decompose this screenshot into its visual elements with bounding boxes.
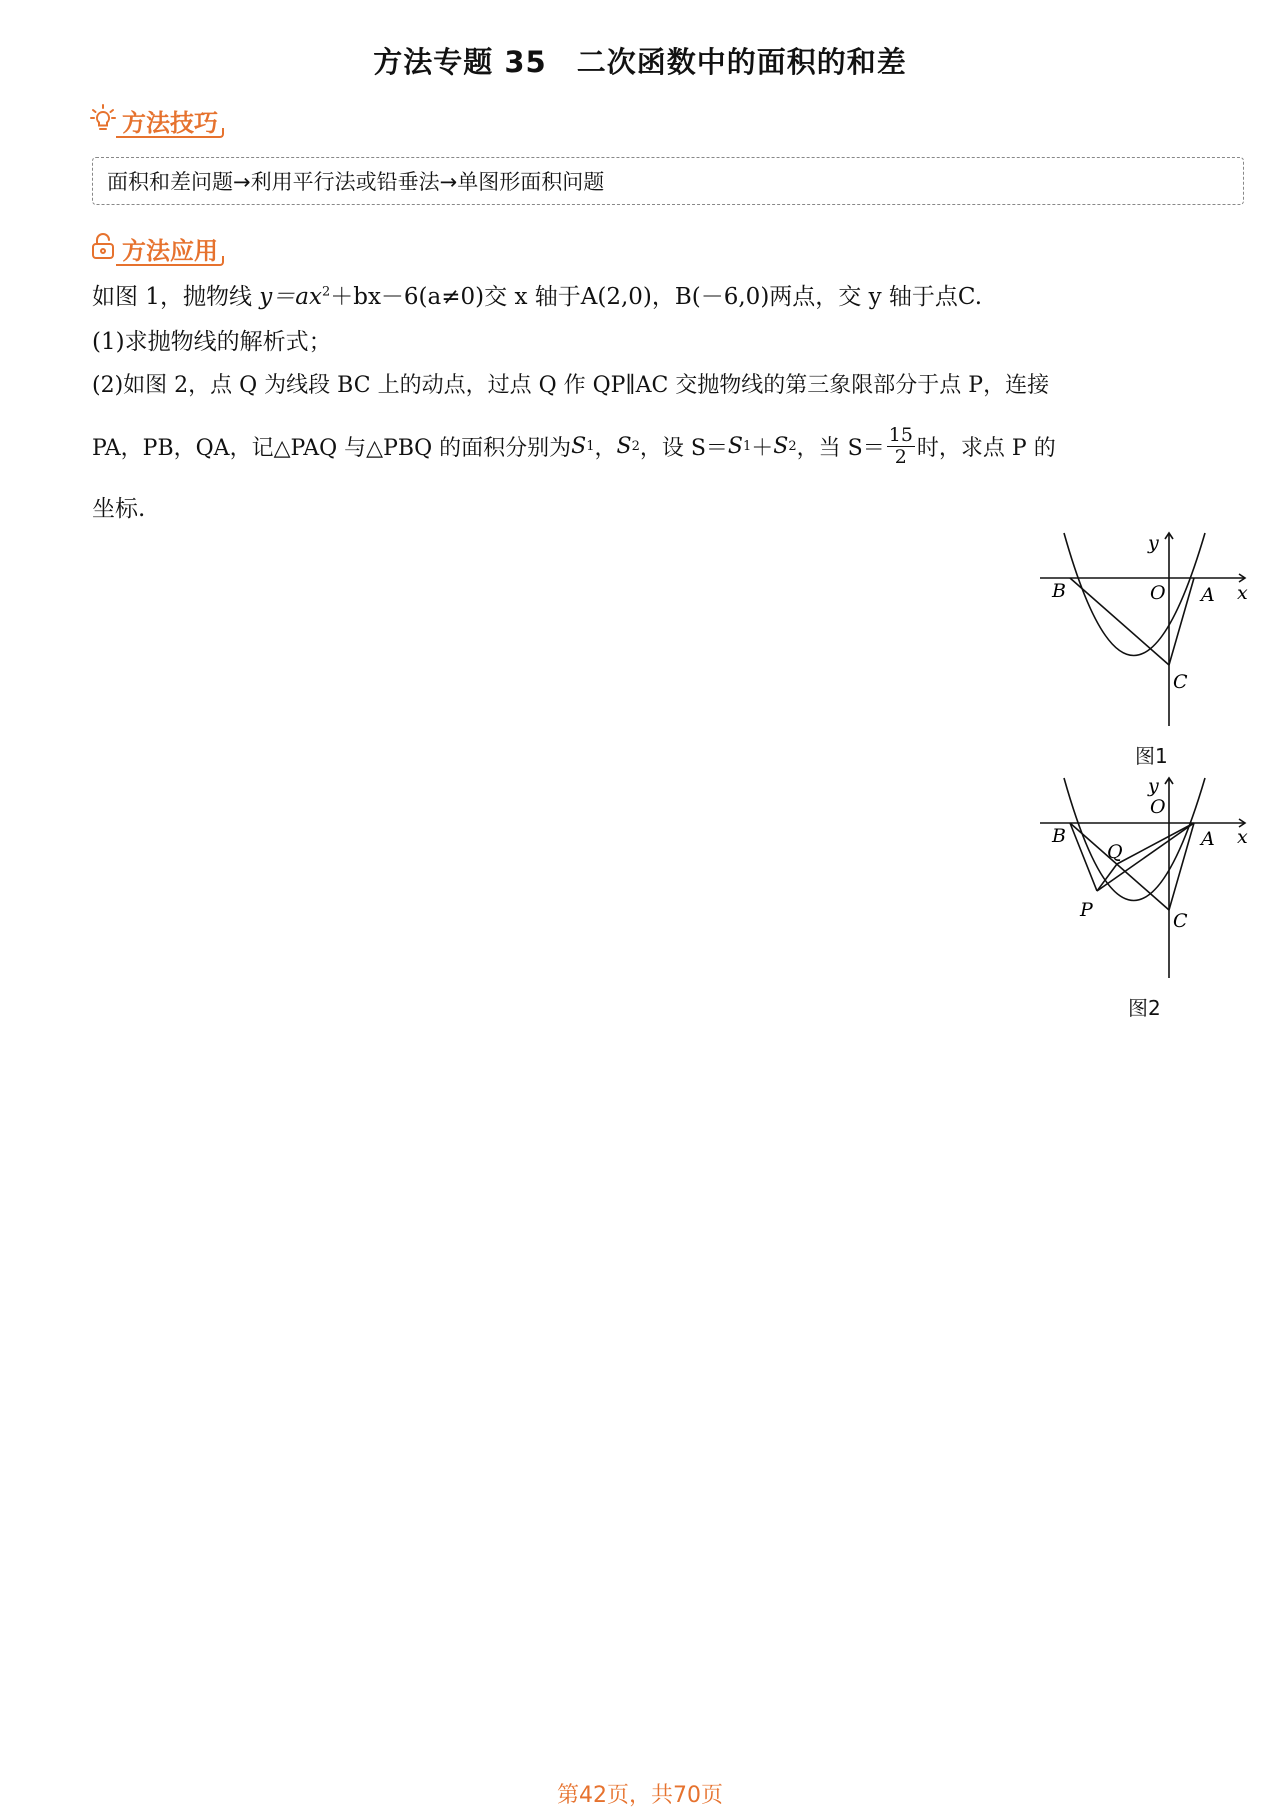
segment-qp [1097,864,1117,891]
section-header-apply [90,228,218,268]
section-header-skills [90,100,218,140]
segment-bc [1070,823,1169,910]
figure-1-caption: 图1 [1135,744,1168,768]
fraction-15-over-2: $\frac{15}{2}$ [888,423,913,468]
lock-icon [90,231,116,265]
label-c: C [1173,910,1188,932]
label-x: x [1237,826,1248,848]
problem-part2-line3: 坐标. [92,496,146,522]
label-q: Q [1107,841,1123,863]
section-title-skills: 方法技巧 [122,108,218,137]
page-indicator: 第42页，共70页 [557,1783,723,1808]
label-y: y [1148,775,1159,797]
label-o: O [1150,796,1166,818]
label-a: A [1201,828,1215,850]
label-a: A [1201,584,1215,606]
label-c: C [1173,671,1188,693]
lightbulb-icon [90,103,116,137]
section-underline [116,256,224,266]
label-x: x [1237,582,1248,604]
segment-ac [1169,823,1194,910]
segment-ac [1169,578,1194,665]
method-tip-box [92,157,1244,205]
parabola-curve [1064,533,1205,656]
parabola-curve [1064,778,1205,901]
method-tip-text: 面积和差问题→利用平行法或铅垂法→单图形面积问题 [107,170,605,194]
label-b: B [1052,825,1066,847]
figure-1 [1030,528,1260,742]
problem-part1: (1)求抛物线的解析式； [92,329,332,355]
segment-pb [1070,823,1097,891]
problem-part2-line1: (2)如图 2，点 Q 为线段 BC 上的动点，过点 Q 作 QP∥AC 交抛物线的第三象限部分于点 P，连接 [92,373,1050,398]
figure-2 [1030,773,1260,987]
label-y: y [1148,532,1159,554]
section-title-apply: 方法应用 [122,236,218,265]
page-title: 方法专题 35 二次函数中的面积的和差 [373,45,907,79]
label-b: B [1052,580,1066,602]
section-underline [116,128,224,138]
label-p: P [1080,899,1093,921]
problem-intro: 如图 1，抛物线 $y=ax^2+bx-6(a\ne 0)$交 x 轴于A(2,0)，B(－6,0)两点，交 y 轴于点C. [92,284,982,310]
figure-2-caption: 图2 [1128,996,1161,1020]
label-o: O [1150,582,1166,604]
problem-part2-line2: PA，PB，QA，记△PAQ 与△PBQ 的面积分别为 S 1 ， S 2 ，设 S＝ S 1 ＋ S 2 ，当 S＝ $\frac{15}{2}$ 时，求点 P 的 [92,423,1056,468]
